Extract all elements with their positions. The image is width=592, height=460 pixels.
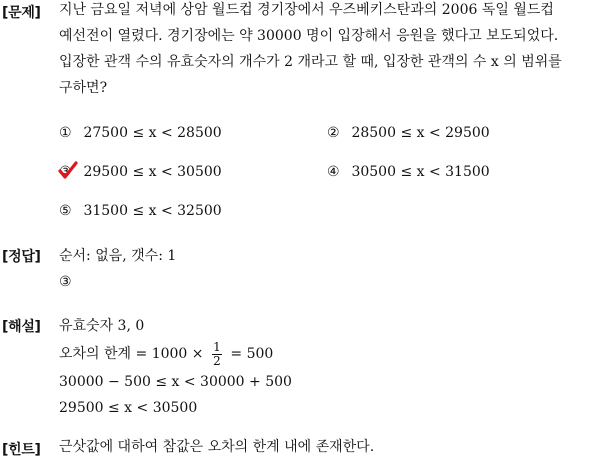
solution-line: 29500 ≤ x < 30500: [59, 400, 198, 416]
hint-text: 근삿값에 대하여 참값은 오차의 한계 내에 존재한다.: [59, 439, 375, 455]
solution-line-fraction: [59, 339, 292, 369]
option-4[interactable]: [327, 164, 490, 180]
fraction: [212, 341, 222, 368]
answer-label: [정답]: [2, 249, 41, 265]
solution-label: [해설]: [2, 319, 41, 335]
solution-line: 유효숫자 3, 0: [59, 318, 145, 334]
solution-line: 30000 − 500 ≤ x < 30000 + 500: [59, 374, 292, 390]
answer-text: [59, 243, 176, 295]
solution-text: [59, 313, 292, 421]
answer-line: 순서: 없음, 갯수: 1: [59, 248, 177, 264]
option-1[interactable]: [59, 125, 222, 141]
option-number: ④: [327, 164, 340, 180]
option-number: ②: [327, 125, 340, 141]
problem-line: 지난 금요일 저녁에 상암 월드컵 경기장에서 우즈베키스탄과의 2006 독일 월드컵: [59, 2, 554, 18]
option-text: 29500 ≤ x < 30500: [83, 164, 222, 180]
problem-line: 구하면?: [59, 80, 108, 96]
option-number: ⑤: [59, 203, 72, 219]
hint-label: [힌트]: [2, 442, 41, 458]
problem-line: 입장한 관객 수의 유효숫자의 개수가 2 개라고 할 때, 입장한 관객의 수 x 의 범위를: [59, 54, 562, 70]
answer-choice: ③: [59, 274, 72, 290]
option-text: 30500 ≤ x < 31500: [351, 164, 490, 180]
option-2[interactable]: [327, 125, 490, 141]
solution-line-prefix: 오차의 한계 = 1000 ×: [59, 346, 204, 362]
option-text: 27500 ≤ x < 28500: [83, 125, 222, 141]
fraction-denominator: 2: [213, 353, 221, 368]
fraction-numerator: 1: [213, 339, 221, 354]
option-number: ③: [59, 164, 72, 180]
solution-line-suffix: = 500: [230, 346, 274, 362]
problem-line: 예선전이 열렸다. 경기장에는 약 30000 명이 입장해서 응원을 했다고 보도되었다.: [59, 28, 559, 44]
problem-text: [59, 0, 562, 101]
option-text: 31500 ≤ x < 32500: [83, 203, 222, 219]
problem-label: [문제]: [2, 5, 41, 21]
option-number: ①: [59, 125, 72, 141]
option-text: 28500 ≤ x < 29500: [351, 125, 490, 141]
option-5[interactable]: [59, 203, 222, 219]
checkmark-icon: [57, 160, 79, 182]
option-3[interactable]: [59, 164, 222, 180]
